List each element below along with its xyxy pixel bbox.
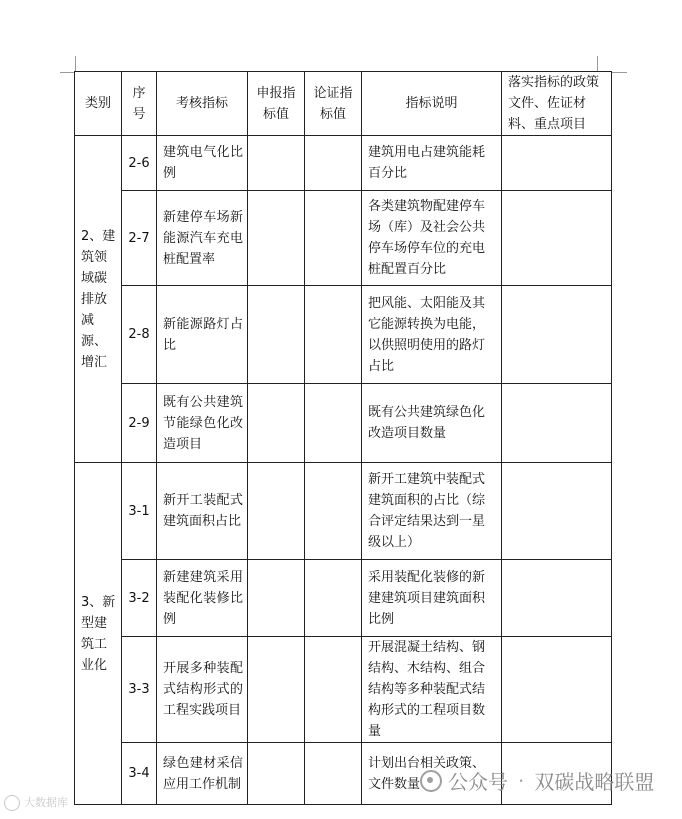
declared-value-cell — [248, 384, 305, 463]
seq-cell: 2-9 — [122, 384, 157, 463]
watermark-name: 双碳战略联盟 — [534, 770, 655, 794]
header-verified: 论证指标值 — [305, 72, 362, 136]
crop-mark-top-right — [597, 56, 598, 72]
verified-value-cell — [305, 286, 362, 384]
weibo-logo-icon — [4, 795, 20, 811]
watermark-left-text: 大数据库 — [24, 796, 68, 809]
verified-value-cell — [305, 384, 362, 463]
crop-mark-top-left — [60, 72, 75, 73]
declared-value-cell — [248, 286, 305, 384]
watermark-left — [4, 794, 68, 811]
seq-cell: 2-7 — [122, 191, 157, 286]
watermark-right — [420, 766, 654, 795]
header-seq: 序号 — [122, 72, 157, 136]
table-row — [75, 191, 612, 286]
table-row — [75, 384, 612, 463]
description-cell: 计划出台相关政策、文件数量 — [362, 743, 502, 805]
indicator-cell: 新建停车场新能源汽车充电桩配置率 — [157, 191, 248, 286]
indicator-cell: 新建建筑采用装配化装修比例 — [157, 560, 248, 637]
header-row — [75, 72, 612, 136]
declared-value-cell — [248, 560, 305, 637]
seq-cell: 3-4 — [122, 743, 157, 805]
category-cell: 3、新型建筑工业化 — [75, 463, 122, 805]
verified-value-cell — [305, 743, 362, 805]
policy-cell — [502, 637, 612, 743]
declared-value-cell — [248, 463, 305, 560]
crop-mark-top-right — [612, 72, 627, 73]
policy-cell — [502, 191, 612, 286]
table-row — [75, 637, 612, 743]
indicator-cell: 绿色建材采信应用工作机制 — [157, 743, 248, 805]
indicator-cell: 既有公共建筑节能绿色化改造项目 — [157, 384, 248, 463]
declared-value-cell — [248, 743, 305, 805]
description-cell: 把风能、太阳能及其它能源转换为电能，以供照明使用的路灯占比 — [362, 286, 502, 384]
verified-value-cell — [305, 463, 362, 560]
watermark-separator: · — [518, 768, 525, 793]
indicator-cell: 开展多种装配式结构形式的工程实践项目 — [157, 637, 248, 743]
table-row — [75, 286, 612, 384]
verified-value-cell — [305, 560, 362, 637]
description-cell: 采用装配化装修的新建建筑项目建筑面积比例 — [362, 560, 502, 637]
verified-value-cell — [305, 136, 362, 191]
indicator-cell: 建筑电气化比例 — [157, 136, 248, 191]
description-cell: 建筑用电占建筑能耗百分比 — [362, 136, 502, 191]
indicator-cell: 新能源路灯占比 — [157, 286, 248, 384]
header-indicator: 考核指标 — [157, 72, 248, 136]
seq-cell: 2-6 — [122, 136, 157, 191]
header-policy: 落实指标的政策文件、佐证材料、重点项目 — [502, 72, 612, 136]
category-cell: 2、建筑领域碳排放减源、增汇 — [75, 136, 122, 463]
policy-cell — [502, 463, 612, 560]
crop-mark-top-left — [75, 56, 76, 72]
seq-cell: 3-2 — [122, 560, 157, 637]
policy-cell — [502, 286, 612, 384]
declared-value-cell — [248, 191, 305, 286]
wechat-account-icon — [420, 770, 442, 792]
table-row — [75, 463, 612, 560]
seq-cell: 2-8 — [122, 286, 157, 384]
declared-value-cell — [248, 637, 305, 743]
description-cell: 开展混凝土结构、钢结构、木结构、组合结构等多种装配式结构形式的工程项目数量 — [362, 637, 502, 743]
table-row — [75, 560, 612, 637]
policy-cell — [502, 136, 612, 191]
indicator-table — [74, 71, 612, 805]
policy-cell — [502, 560, 612, 637]
policy-cell — [502, 384, 612, 463]
description-cell: 新开工建筑中装配式建筑面积的占比（综合评定结果达到一星级以上） — [362, 463, 502, 560]
header-category: 类别 — [75, 72, 122, 136]
table-row — [75, 136, 612, 191]
verified-value-cell — [305, 191, 362, 286]
verified-value-cell — [305, 637, 362, 743]
description-cell: 既有公共建筑绿色化改造项目数量 — [362, 384, 502, 463]
indicator-cell: 新开工装配式建筑面积占比 — [157, 463, 248, 560]
header-description: 指标说明 — [362, 72, 502, 136]
seq-cell: 3-3 — [122, 637, 157, 743]
watermark-prefix: 公众号 — [448, 770, 508, 794]
header-declared: 申报指标值 — [248, 72, 305, 136]
seq-cell: 3-1 — [122, 463, 157, 560]
declared-value-cell — [248, 136, 305, 191]
description-cell: 各类建筑物配建停车场（库）及社会公共停车场停车位的充电桩配置百分比 — [362, 191, 502, 286]
